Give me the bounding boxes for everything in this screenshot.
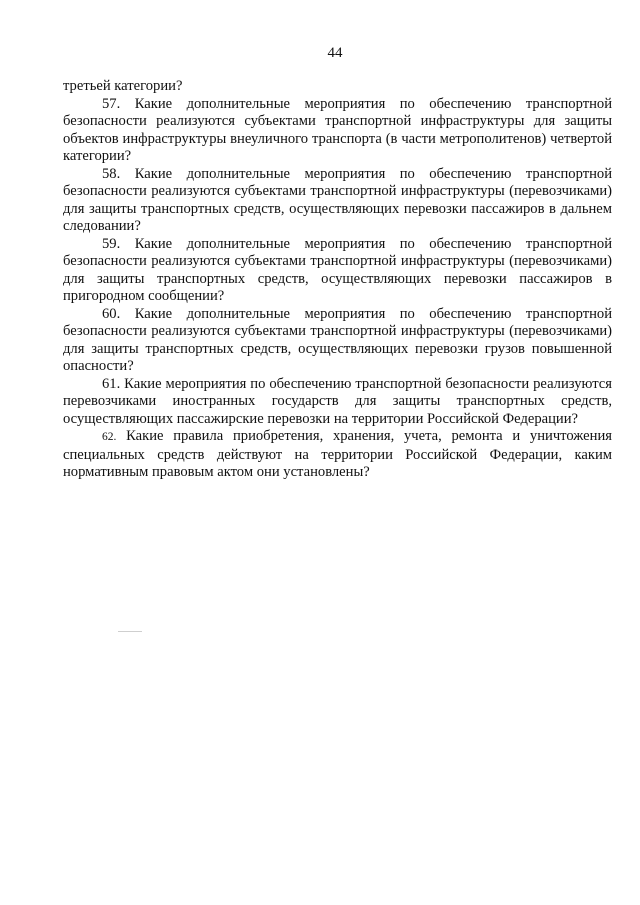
page-number: 44 (327, 45, 343, 61)
question-text: Какие правила приобретения, хранения, учета, ремонта и уничтожения специальных средств действуют на территории Российской Федерации, каким нормативным правовым актом они установлены? (63, 428, 612, 480)
question-61 (63, 376, 612, 429)
question-59 (63, 236, 612, 306)
question-60 (63, 306, 612, 376)
question-text: Какие дополнительные мероприятия по обеспечению транспортной безопасности реализуются субъектами транспортной инфраструктуры (перевозчиками) для защиты транспортных средств, осуществляющих перевозки грузов повышенной опасности? (63, 305, 612, 374)
question-text: Какие дополнительные мероприятия по обеспечению транспортной безопасности реализуются субъектами транспортной инфраструктуры (перевозчиками) для защиты транспортных средств, осуществляющих перевозки пассажиров в дальнем следовании? (63, 165, 612, 234)
question-57 (63, 96, 612, 166)
question-58 (63, 166, 612, 236)
question-number: 62. (102, 431, 117, 443)
question-62 (63, 428, 612, 482)
paragraph-text: третьей категории? (63, 78, 183, 94)
question-number: 59. (102, 235, 121, 252)
paragraph-continuation (63, 78, 612, 96)
document-body (63, 78, 612, 482)
question-number: 58. (102, 165, 121, 182)
question-text: Какие дополнительные мероприятия по обеспечению транспортной безопасности реализуются субъектами транспортной инфраструктуры для защиты объектов инфраструктуры внеуличного транспорта (в части метрополитенов) четвертой категории? (63, 95, 612, 164)
question-text: Какие дополнительные мероприятия по обеспечению транспортной безопасности реализуются субъектами транспортной инфраструктуры (перевозчиками) для защиты транспортных средств, осуществляющих перевозки пассажиров в пригородном сообщении? (63, 235, 612, 304)
question-number: 57. (102, 95, 121, 112)
question-number: 60. (102, 305, 121, 322)
scan-artifact-line (118, 631, 142, 632)
question-text: Какие мероприятия по обеспечению транспортной безопасности реализуются перевозчиками иностранных государств для защиты транспортных средств, осуществляющих пассажирские перевозки на территории Российской Федерации? (63, 375, 612, 427)
question-number: 61. (102, 375, 121, 392)
